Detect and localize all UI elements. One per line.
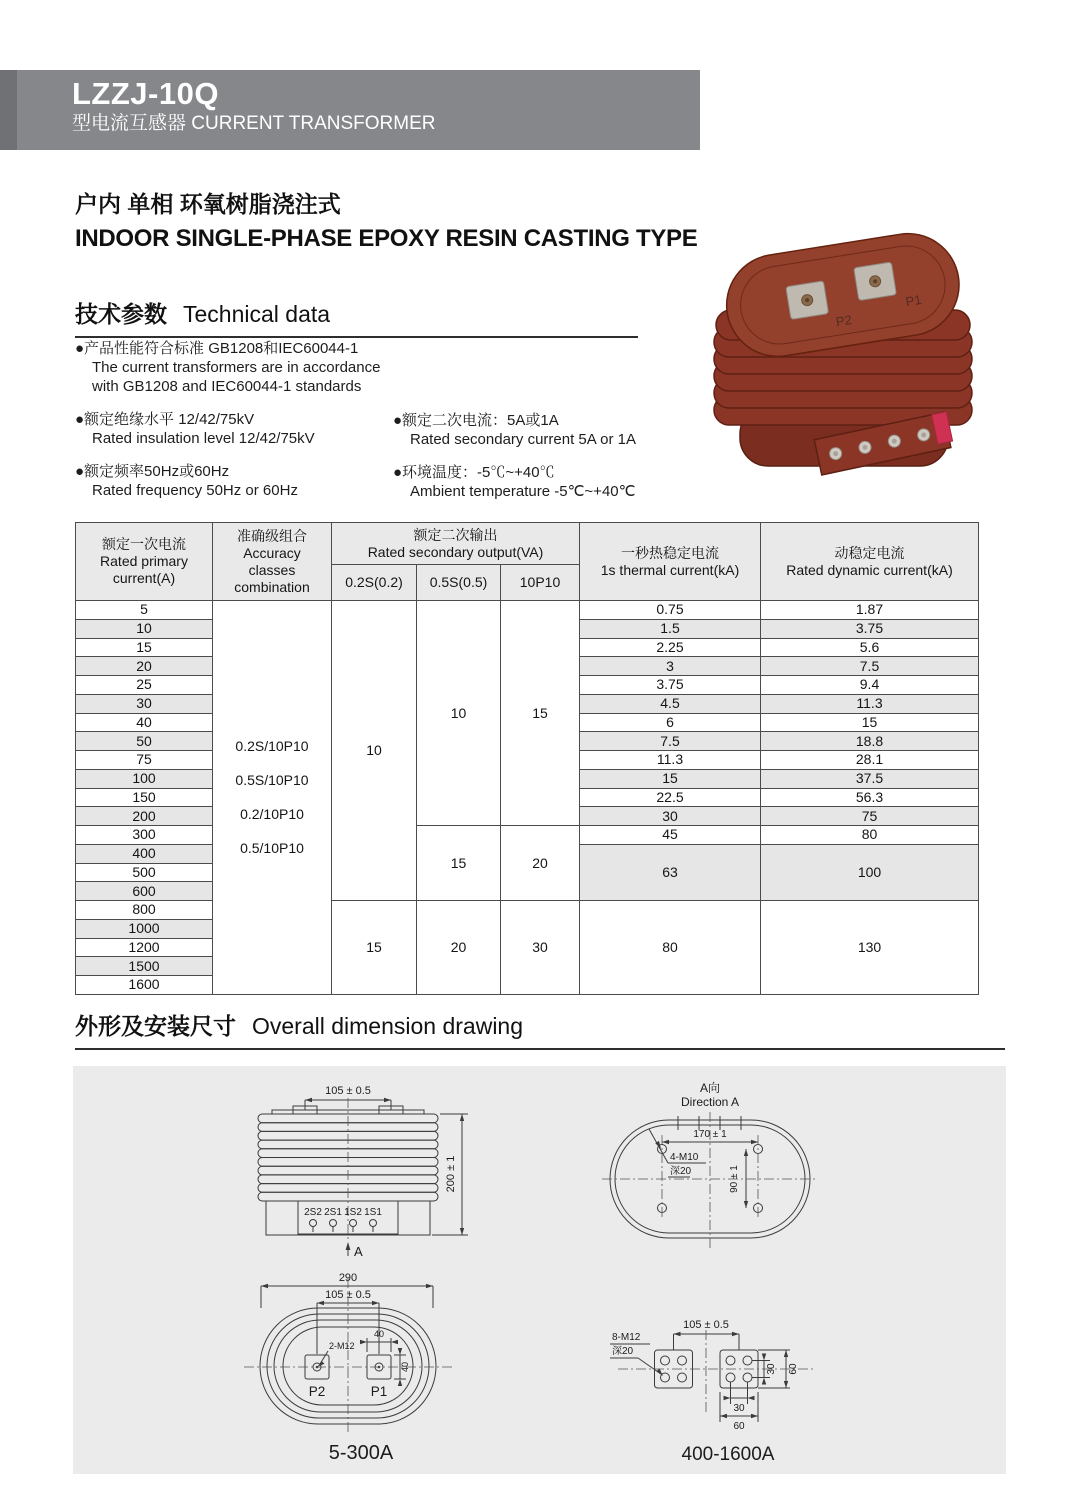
dynamic-cell: 9.4	[761, 676, 979, 695]
dynamic-cell: 5.6	[761, 638, 979, 657]
spec-bullet-cn: ●额定二次电流：5A或1A	[393, 412, 559, 429]
subcol-header-10p10: 10P10	[501, 565, 580, 601]
col-header-accuracy-cn: 准确级组合	[237, 527, 307, 544]
primary-current-cell: 40	[76, 713, 213, 732]
dim-width-label: 105 ± 0.5	[325, 1085, 371, 1097]
dim-height-label: 90 ± 1	[729, 1165, 740, 1193]
spec-bullet-cn: ●产品性能符合标准 GB1208和IEC60044-1	[75, 340, 359, 357]
page-title-en: INDOOR SINGLE-PHASE EPOXY RESIN CASTING TYPE	[75, 225, 698, 252]
spec-bullet-cn: ●环境温度：-5℃~+40℃	[393, 464, 555, 481]
header-banner	[17, 70, 700, 150]
spec-bullet-en: Rated frequency 50Hz or 60Hz	[92, 482, 298, 499]
subcol-header-02s: 0.2S(0.2)	[332, 565, 417, 601]
dim-height-label: 200 ± 1	[445, 1155, 457, 1193]
dim-60-horizontal: 60	[733, 1421, 745, 1432]
drawing-front-view	[236, 1084, 486, 1260]
dynamic-cell: 7.5	[761, 657, 979, 676]
col-header-primary	[76, 523, 213, 601]
spec-bullet	[393, 411, 723, 449]
primary-current-cell: 5	[76, 601, 213, 620]
spec-bullet-cn: ●额定频率50Hz或60Hz	[75, 463, 230, 480]
output-05s-cell: 20	[417, 901, 501, 995]
accuracy-line: 0.2/10P10	[240, 806, 304, 823]
primary-current-cell: 1500	[76, 957, 213, 976]
dynamic-cell: 56.3	[761, 788, 979, 807]
section-heading-technical-data	[75, 296, 638, 338]
col-header-secondary-cn: 额定二次输出	[413, 526, 498, 543]
output-10p10-cell: 30	[501, 901, 580, 995]
spec-bullet-en: The current transformers are in accordance	[92, 359, 381, 376]
dim-30-vertical: 30	[766, 1363, 777, 1375]
technical-data-table	[75, 522, 979, 995]
output-02s-cell: 15	[332, 901, 417, 995]
dim-60-vertical: 60	[788, 1363, 799, 1375]
direction-a-label-cn: A向	[699, 1081, 721, 1095]
accuracy-line: 0.5/10P10	[240, 840, 304, 857]
page-title	[75, 186, 697, 253]
primary-current-cell: 50	[76, 732, 213, 751]
spec-bullet	[75, 339, 405, 396]
subcol-header-05s: 0.5S(0.5)	[417, 565, 501, 601]
front-view-linework	[258, 1100, 468, 1256]
primary-current-cell: 400	[76, 844, 213, 863]
product-photo	[700, 218, 988, 478]
col-header-primary-en2: current(A)	[112, 570, 176, 586]
thermal-cell: 4.5	[580, 694, 761, 713]
primary-current-cell: 20	[76, 657, 213, 676]
col-header-accuracy-en2: classes	[248, 561, 296, 578]
drawing-direction-a	[598, 1080, 828, 1266]
section-heading-en: Overall dimension drawing	[252, 1013, 524, 1039]
col-header-thermal-en: 1s thermal current(kA)	[600, 561, 740, 578]
primary-current-cell: 800	[76, 901, 213, 920]
spec-bullet	[75, 462, 405, 500]
col-header-accuracy-en1: Accuracy	[243, 544, 301, 561]
hole-spec-label: 4-M10	[670, 1152, 699, 1163]
dynamic-cell: 3.75	[761, 619, 979, 638]
output-05s-cell: 15	[417, 826, 501, 901]
output-02s-cell: 10	[332, 601, 417, 901]
primary-current-cell: 100	[76, 769, 213, 788]
thermal-cell-merged: 80	[580, 901, 761, 995]
pad-width-label: 40	[373, 1329, 385, 1339]
primary-current-cell: 150	[76, 788, 213, 807]
terminal-label: 1S2	[344, 1207, 362, 1218]
spec-bullet-en: Rated secondary current 5A or 1A	[410, 431, 636, 448]
dynamic-cell: 11.3	[761, 694, 979, 713]
primary-current-cell: 25	[76, 676, 213, 695]
spec-bullet-en: Ambient temperature -5℃~+40℃	[410, 483, 636, 500]
output-05s-cell: 10	[417, 601, 501, 826]
page-title-cn: 户内 单相 环氧树脂浇注式	[75, 191, 341, 217]
dynamic-cell: 37.5	[761, 769, 979, 788]
thermal-cell: 15	[580, 769, 761, 788]
caption-5-300a: 5-300A	[328, 1442, 394, 1464]
drawing-top-view	[236, 1272, 486, 1440]
header-accent-band	[0, 70, 17, 150]
direction-a-label-en: Direction A	[680, 1095, 740, 1109]
thermal-cell: 6	[580, 713, 761, 732]
thermal-cell: 1.5	[580, 619, 761, 638]
terminal-label: 2S1	[324, 1207, 342, 1218]
thermal-cell: 30	[580, 807, 761, 826]
thermal-cell: 22.5	[580, 788, 761, 807]
dynamic-cell: 15	[761, 713, 979, 732]
section-heading-dimension	[75, 1008, 1005, 1050]
spec-bullet-en: Rated insulation level 12/42/75kV	[92, 430, 315, 447]
pad-height-label: 40	[400, 1361, 410, 1373]
model-subtitle: 型电流互感器 CURRENT TRANSFORMER	[72, 113, 436, 134]
primary-current-cell: 10	[76, 619, 213, 638]
engraved-p1-label: P1	[904, 291, 923, 310]
spec-bullet	[393, 463, 723, 501]
dim-30-horizontal: 30	[733, 1403, 745, 1414]
accuracy-classes-cell	[213, 601, 332, 995]
primary-current-cell: 600	[76, 882, 213, 901]
terminal-label: 2S2	[304, 1207, 322, 1218]
dynamic-cell: 1.87	[761, 601, 979, 620]
primary-current-cell: 75	[76, 751, 213, 770]
spec-bullet-en: with GB1208 and IEC60044-1 standards	[92, 378, 362, 395]
engraved-p2-label: P2	[834, 312, 853, 330]
primary-current-cell: 30	[76, 694, 213, 713]
col-header-dynamic-cn: 动稳定电流	[834, 544, 905, 561]
dimension-drawing-panel	[73, 1066, 1006, 1474]
col-header-accuracy-en3: combination	[234, 578, 310, 595]
dynamic-cell: 80	[761, 826, 979, 845]
dynamic-cell: 18.8	[761, 732, 979, 751]
spec-bullets-right	[393, 411, 723, 515]
col-header-secondary-en: Rated secondary output(VA)	[367, 543, 544, 560]
col-header-thermal-cn: 一秒热稳定电流	[621, 544, 719, 561]
thermal-cell: 11.3	[580, 751, 761, 770]
dynamic-cell: 75	[761, 807, 979, 826]
drawing-pads-view	[598, 1318, 833, 1444]
thermal-cell: 3.75	[580, 676, 761, 695]
col-header-thermal	[580, 523, 761, 601]
spec-bullet	[75, 410, 405, 448]
col-header-accuracy	[213, 523, 332, 601]
section-heading-cn: 外形及安装尺寸	[75, 1013, 236, 1039]
thermal-cell: 7.5	[580, 732, 761, 751]
hole-spec-label: 2-M12	[329, 1341, 355, 1351]
thermal-cell: 3	[580, 657, 761, 676]
dynamic-cell: 28.1	[761, 751, 979, 770]
output-10p10-cell: 15	[501, 601, 580, 826]
pads-view-linework	[610, 1334, 790, 1422]
terminal-label: 1S1	[364, 1207, 382, 1218]
primary-current-cell: 300	[76, 826, 213, 845]
p2-label: P2	[308, 1384, 326, 1399]
accuracy-line: 0.5S/10P10	[235, 772, 309, 789]
col-header-dynamic	[761, 523, 979, 601]
output-10p10-cell: 20	[501, 826, 580, 901]
dim-width-label: 170 ± 1	[693, 1129, 727, 1140]
thermal-cell-merged: 63	[580, 844, 761, 900]
dynamic-cell-merged: 100	[761, 844, 979, 900]
spec-bullets-left	[75, 339, 405, 514]
col-header-dynamic-en: Rated dynamic current(kA)	[786, 561, 953, 578]
thermal-cell: 0.75	[580, 601, 761, 620]
hole-spec-label: 8-M12	[612, 1332, 641, 1343]
dim-pads-label: 105 ± 0.5	[683, 1319, 729, 1331]
caption-400-1600a: 400-1600A	[681, 1444, 775, 1465]
primary-current-cell: 500	[76, 863, 213, 882]
hole-depth-label: 深20	[670, 1166, 692, 1177]
model-name: LZZJ-10Q	[72, 76, 219, 111]
primary-current-cell: 1000	[76, 919, 213, 938]
primary-current-cell: 15	[76, 638, 213, 657]
col-header-primary-en: Rated primary	[100, 553, 188, 569]
dim-outer-label: 290	[338, 1272, 358, 1284]
dim-pads-label: 105 ± 0.5	[325, 1289, 371, 1301]
hole-depth-label: 深20	[612, 1346, 634, 1357]
p1-label: P1	[370, 1384, 388, 1399]
thermal-cell: 2.25	[580, 638, 761, 657]
col-header-primary-cn: 额定一次电流	[102, 536, 186, 552]
spec-bullet-cn: ●额定绝缘水平 12/42/75kV	[75, 411, 255, 428]
col-header-secondary-output	[332, 523, 580, 565]
thermal-cell: 45	[580, 826, 761, 845]
section-heading-cn: 技术参数	[75, 301, 167, 327]
primary-current-cell: 1600	[76, 976, 213, 995]
primary-current-cell: 1200	[76, 938, 213, 957]
primary-current-cell: 200	[76, 807, 213, 826]
section-heading-en: Technical data	[183, 301, 331, 327]
dynamic-cell-merged: 130	[761, 901, 979, 995]
view-arrow-label: A	[354, 1244, 363, 1259]
accuracy-line: 0.2S/10P10	[235, 738, 309, 755]
